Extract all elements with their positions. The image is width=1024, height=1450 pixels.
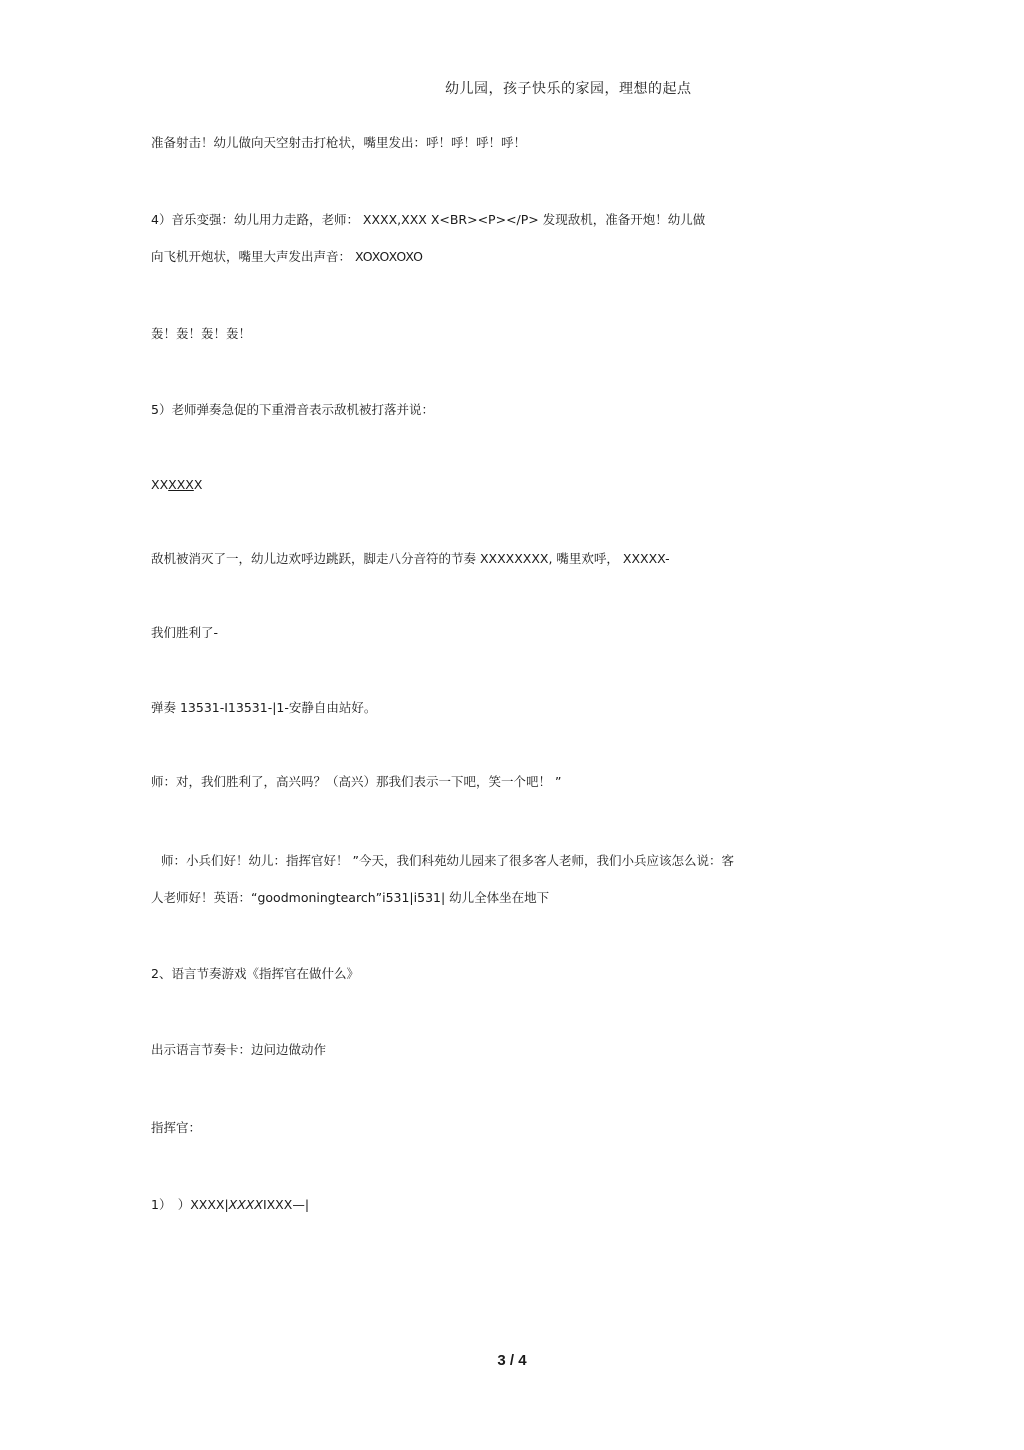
text-line: 4）音乐变强：幼儿用力走路，老师： XXXX,XXX X<BR><P></P> 发现敌机，准备开炮！幼儿做 <box>151 212 706 227</box>
text-line: 向飞机开炮状，嘴里大声发出声音： XOXOXOXO <box>151 249 423 264</box>
rhythm-part: XX <box>151 477 169 492</box>
rhythm-part: 1） ）XXXX| <box>151 1197 229 1212</box>
page-header: 幼儿园，孩子快乐的家园，理想的起点 <box>445 81 692 97</box>
rhythm-part-italic: XXXX <box>228 1197 263 1212</box>
rhythm-part: IXXX—| <box>262 1197 310 1212</box>
section-heading: 2、语言节奏游戏《指挥官在做什么》 <box>151 966 359 981</box>
text-line: 准备射击！幼儿做向天空射击打枪状，嘴里发出：呼！呼！呼！呼！ <box>151 135 527 150</box>
page-number: 3 / 4 <box>497 1352 527 1369</box>
rhythm-part-underlined: XXX <box>168 477 194 492</box>
text-line: 轰！轰！轰！轰！ <box>151 326 252 341</box>
text-line: 师：对，我们胜利了，高兴吗？（高兴）那我们表示一下吧，笑一个吧！ ” <box>151 774 562 789</box>
text-line: 出示语言节奏卡：边问边做动作 <box>151 1042 327 1057</box>
rhythm-line <box>151 1196 309 1214</box>
text-line: 指挥官： <box>151 1120 202 1135</box>
text-line: 人老师好！英语：“goodmoningtearch”i531|i531| 幼儿全体坐在地下 <box>151 890 550 905</box>
text-line: 敌机被消灭了一，幼儿边欢呼边跳跃，脚走八分音符的节奏 XXXXXXXX, 嘴里欢呼， XXXXX- <box>151 551 670 566</box>
text-line: 5）老师弹奏急促的下重滑音表示敌机被打落并说： <box>151 402 434 417</box>
text-line: 师：小兵们好！幼儿：指挥官好！ ”今天，我们科苑幼儿园来了很多客人老师，我们小兵应该怎么说：客 <box>161 853 734 868</box>
text-line: 弹奏 13531-I13531-|1-安静自由站好。 <box>151 700 377 715</box>
rhythm-line <box>151 476 202 494</box>
rhythm-part: X <box>193 477 203 492</box>
text-line: 我们胜利了- <box>151 625 219 640</box>
